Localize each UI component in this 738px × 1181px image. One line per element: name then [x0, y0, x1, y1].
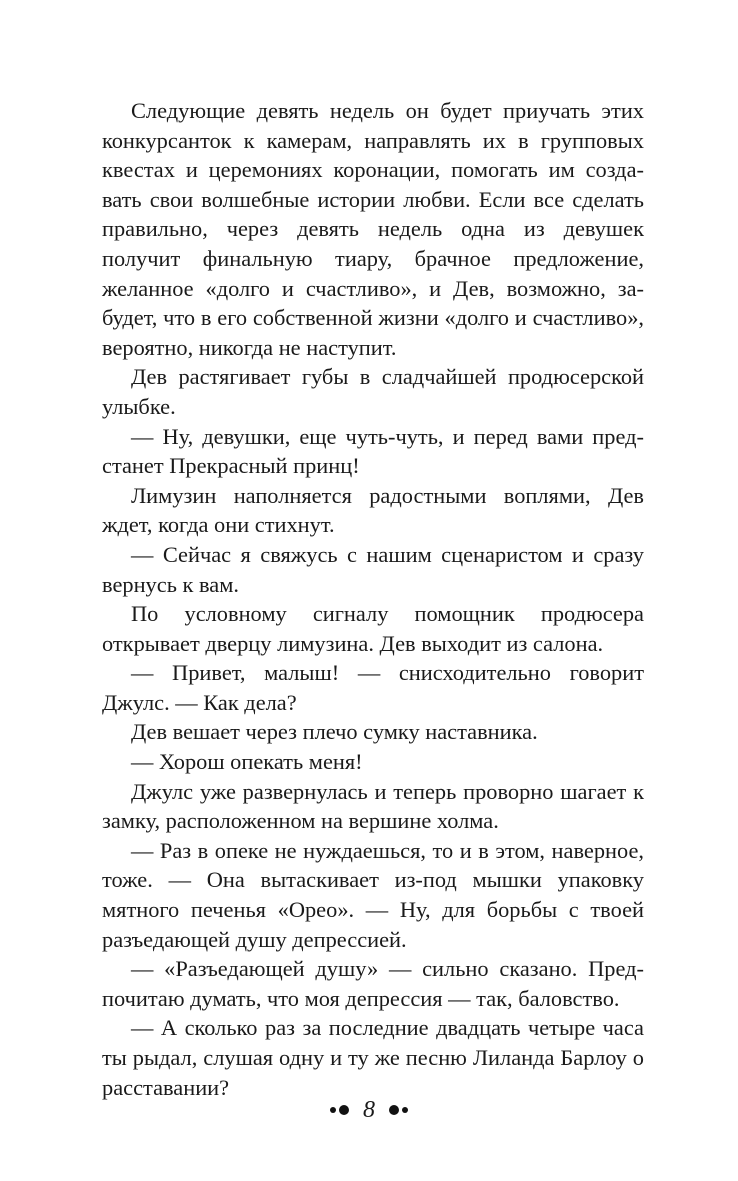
paragraph-11: — Раз в опеке не нуждаешься, то и в этом, наверное, тоже. — Она вытаскивает из-под мышки упаковку мятного печенья «Орео». — Ну, для борьбы с твоей разъедающей душу депрессией. — [102, 837, 644, 952]
paragraph-4: Лимузин наполняется радостными воплями, Дев ждет, когда они стихнут. — [102, 482, 644, 538]
page-number: 8 — [363, 1097, 375, 1123]
paragraph-9: — Хорош опекать меня! — [131, 749, 363, 775]
ornament-dot — [402, 1107, 408, 1113]
paragraph-13: — А сколько раз за последние двадцать четыре часа ты рыдал, слушая одну и ту же песню Лиланда Барлоу о расставании? — [102, 1015, 644, 1100]
paragraph-12: — «Разъедающей душу» — сильно сказано. Предпочитаю думать, что моя депрессия — так, баловство. — [102, 956, 644, 1011]
paragraph-7: — Привет, малыш! — снисходительно говорит Джулс. — Как дела? — [102, 660, 644, 715]
body-text — [102, 96, 644, 1102]
paragraph-3: — Ну, девушки, еще чуть-чуть, и перед вами предстанет Прекрасный принц! — [102, 423, 644, 479]
ornament-dot — [339, 1105, 349, 1115]
ornament-dot — [389, 1105, 399, 1115]
right-ornament-icon — [389, 1105, 408, 1115]
paragraph-6: По условному сигналу помощник продюсера открывает дверцу лимузина. Дев выходит из салона. — [102, 601, 644, 656]
page-footer — [0, 1090, 738, 1130]
paragraph-8: Дев вешает через плечо сумку наставника. — [131, 719, 538, 745]
left-ornament-icon — [330, 1105, 349, 1115]
paragraph-1: Следующие девять недель он будет приучать этих конкурсанток к камерам, направлять их в групповых квестах и церемониях коронации, помогать им создавать свои волшебные истории любви. Если все сделать правильно, через девять недель одна из девушек получит финальную тиару, брачное предложение, желанное «долго и счастливо», и Дев, возможно, забудет, что в его собственной жизни «долго и счастливо», вероятно, никогда не наступит. — [102, 98, 644, 360]
paragraph-5: — Сейчас я свяжусь с нашим сценаристом и сразу вернусь к вам. — [102, 541, 644, 597]
ornament-dot — [330, 1107, 336, 1113]
paragraph-10: Джулс уже развернулась и теперь проворно шагает к замку, расположенном на вершине холма. — [102, 778, 644, 834]
paragraph-2: Дев растягивает губы в сладчайшей продюсерской улыбке. — [102, 364, 644, 419]
